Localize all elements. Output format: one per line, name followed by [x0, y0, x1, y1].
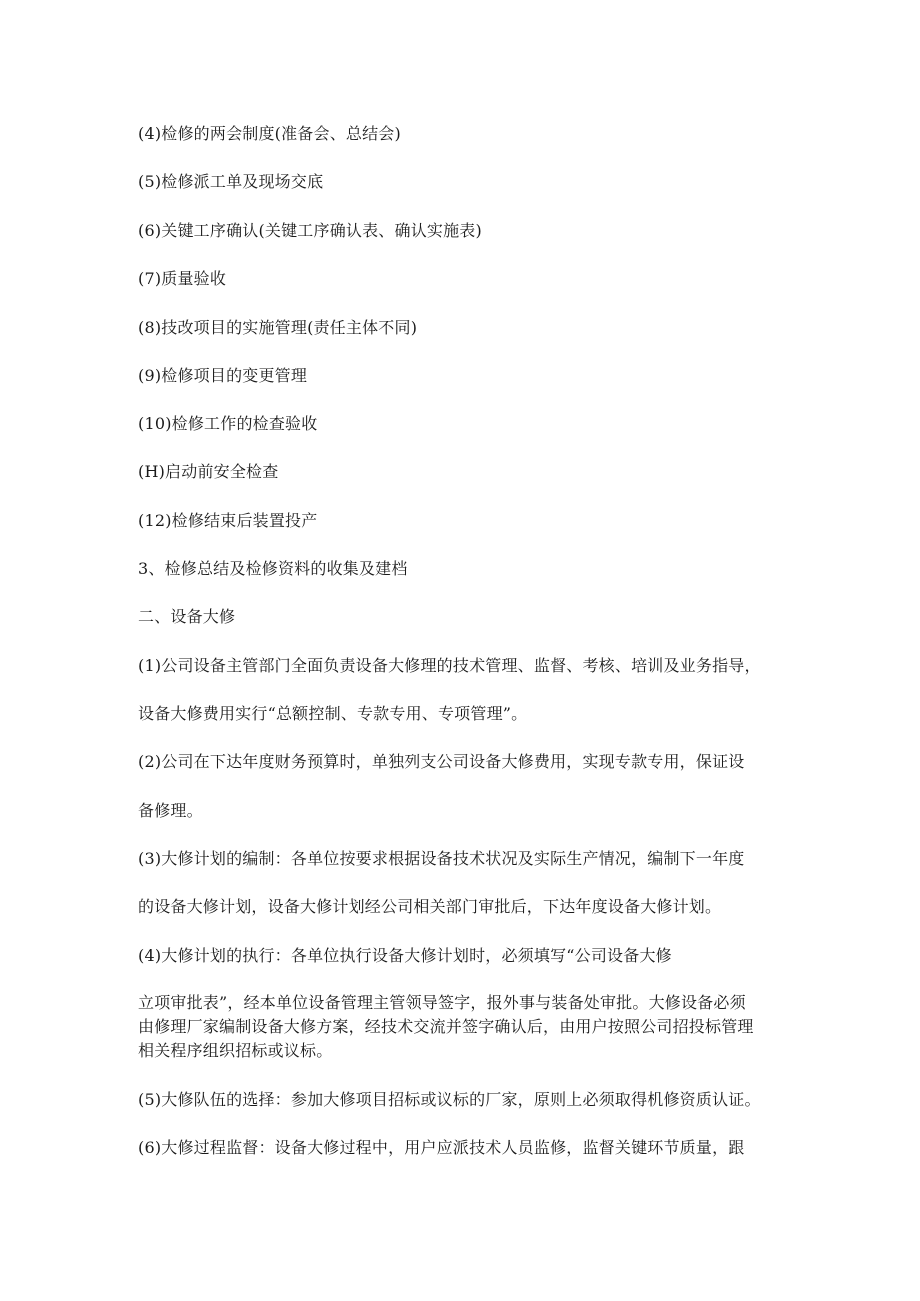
text-line: (8)技改项目的实施管理(责任主体不同) — [138, 318, 418, 337]
text-line: (3)大修计划的编制：各单位按要求根据设备技术状况及实际生产情况，编制下一年度 — [138, 849, 745, 868]
text-line: (4)大修计划的执行：各单位执行设备大修计划时，必须填写“公司设备大修 — [138, 946, 672, 965]
text-line: (5)检修派工单及现场交底 — [138, 172, 324, 191]
section-heading: 3、检修总结及检修资料的收集及建档 — [138, 559, 408, 578]
text-line: (12)检修结束后装置投产 — [138, 511, 318, 530]
text-line: (2)公司在下达年度财务预算时，单独列支公司设备大修费用，实现专款专用，保证设 — [138, 752, 745, 771]
text-line: (4)检修的两会制度(准备会、总结会) — [138, 124, 401, 143]
text-line: 设备大修费用实行“总额控制、专款专用、专项管理”。 — [138, 704, 528, 723]
text-line: (9)检修项目的变更管理 — [138, 366, 308, 385]
text-line: 备修理。 — [138, 801, 203, 820]
paragraph-block — [138, 991, 818, 1063]
section-heading: 二、设备大修 — [138, 607, 236, 626]
text-line: 的设备大修计划，设备大修计划经公司相关部门审批后，下达年度设备大修计划。 — [138, 897, 722, 916]
text-line: (7)质量验收 — [138, 269, 227, 288]
text-line: (6)大修过程监督：设备大修过程中，用户应派技术人员监修，监督关键环节质量，跟 — [138, 1138, 745, 1157]
text-line: (1)公司设备主管部门全面负责设备大修理的技术管理、监督、考核、培训及业务指导， — [138, 656, 761, 675]
text-line: (6)关键工序确认(关键工序确认表、确认实施表) — [138, 221, 482, 240]
text-line: (H)启动前安全检查 — [138, 462, 279, 481]
text-line: 立项审批表”，经本单位设备管理主管领导签字，报外事与装备处审批。大修设备必须 — [138, 993, 746, 1012]
text-line: 相关程序组织招标或议标。 — [138, 1041, 333, 1060]
text-line: (10)检修工作的检查验收 — [138, 414, 318, 433]
text-line: (5)大修队伍的选择：参加大修项目招标或议标的厂家，原则上必须取得机修资质认证。 — [138, 1090, 761, 1109]
text-line: 由修理厂家编制设备大修方案，经技术交流并签字确认后，由用户按照公司招投标管理 — [138, 1017, 754, 1036]
